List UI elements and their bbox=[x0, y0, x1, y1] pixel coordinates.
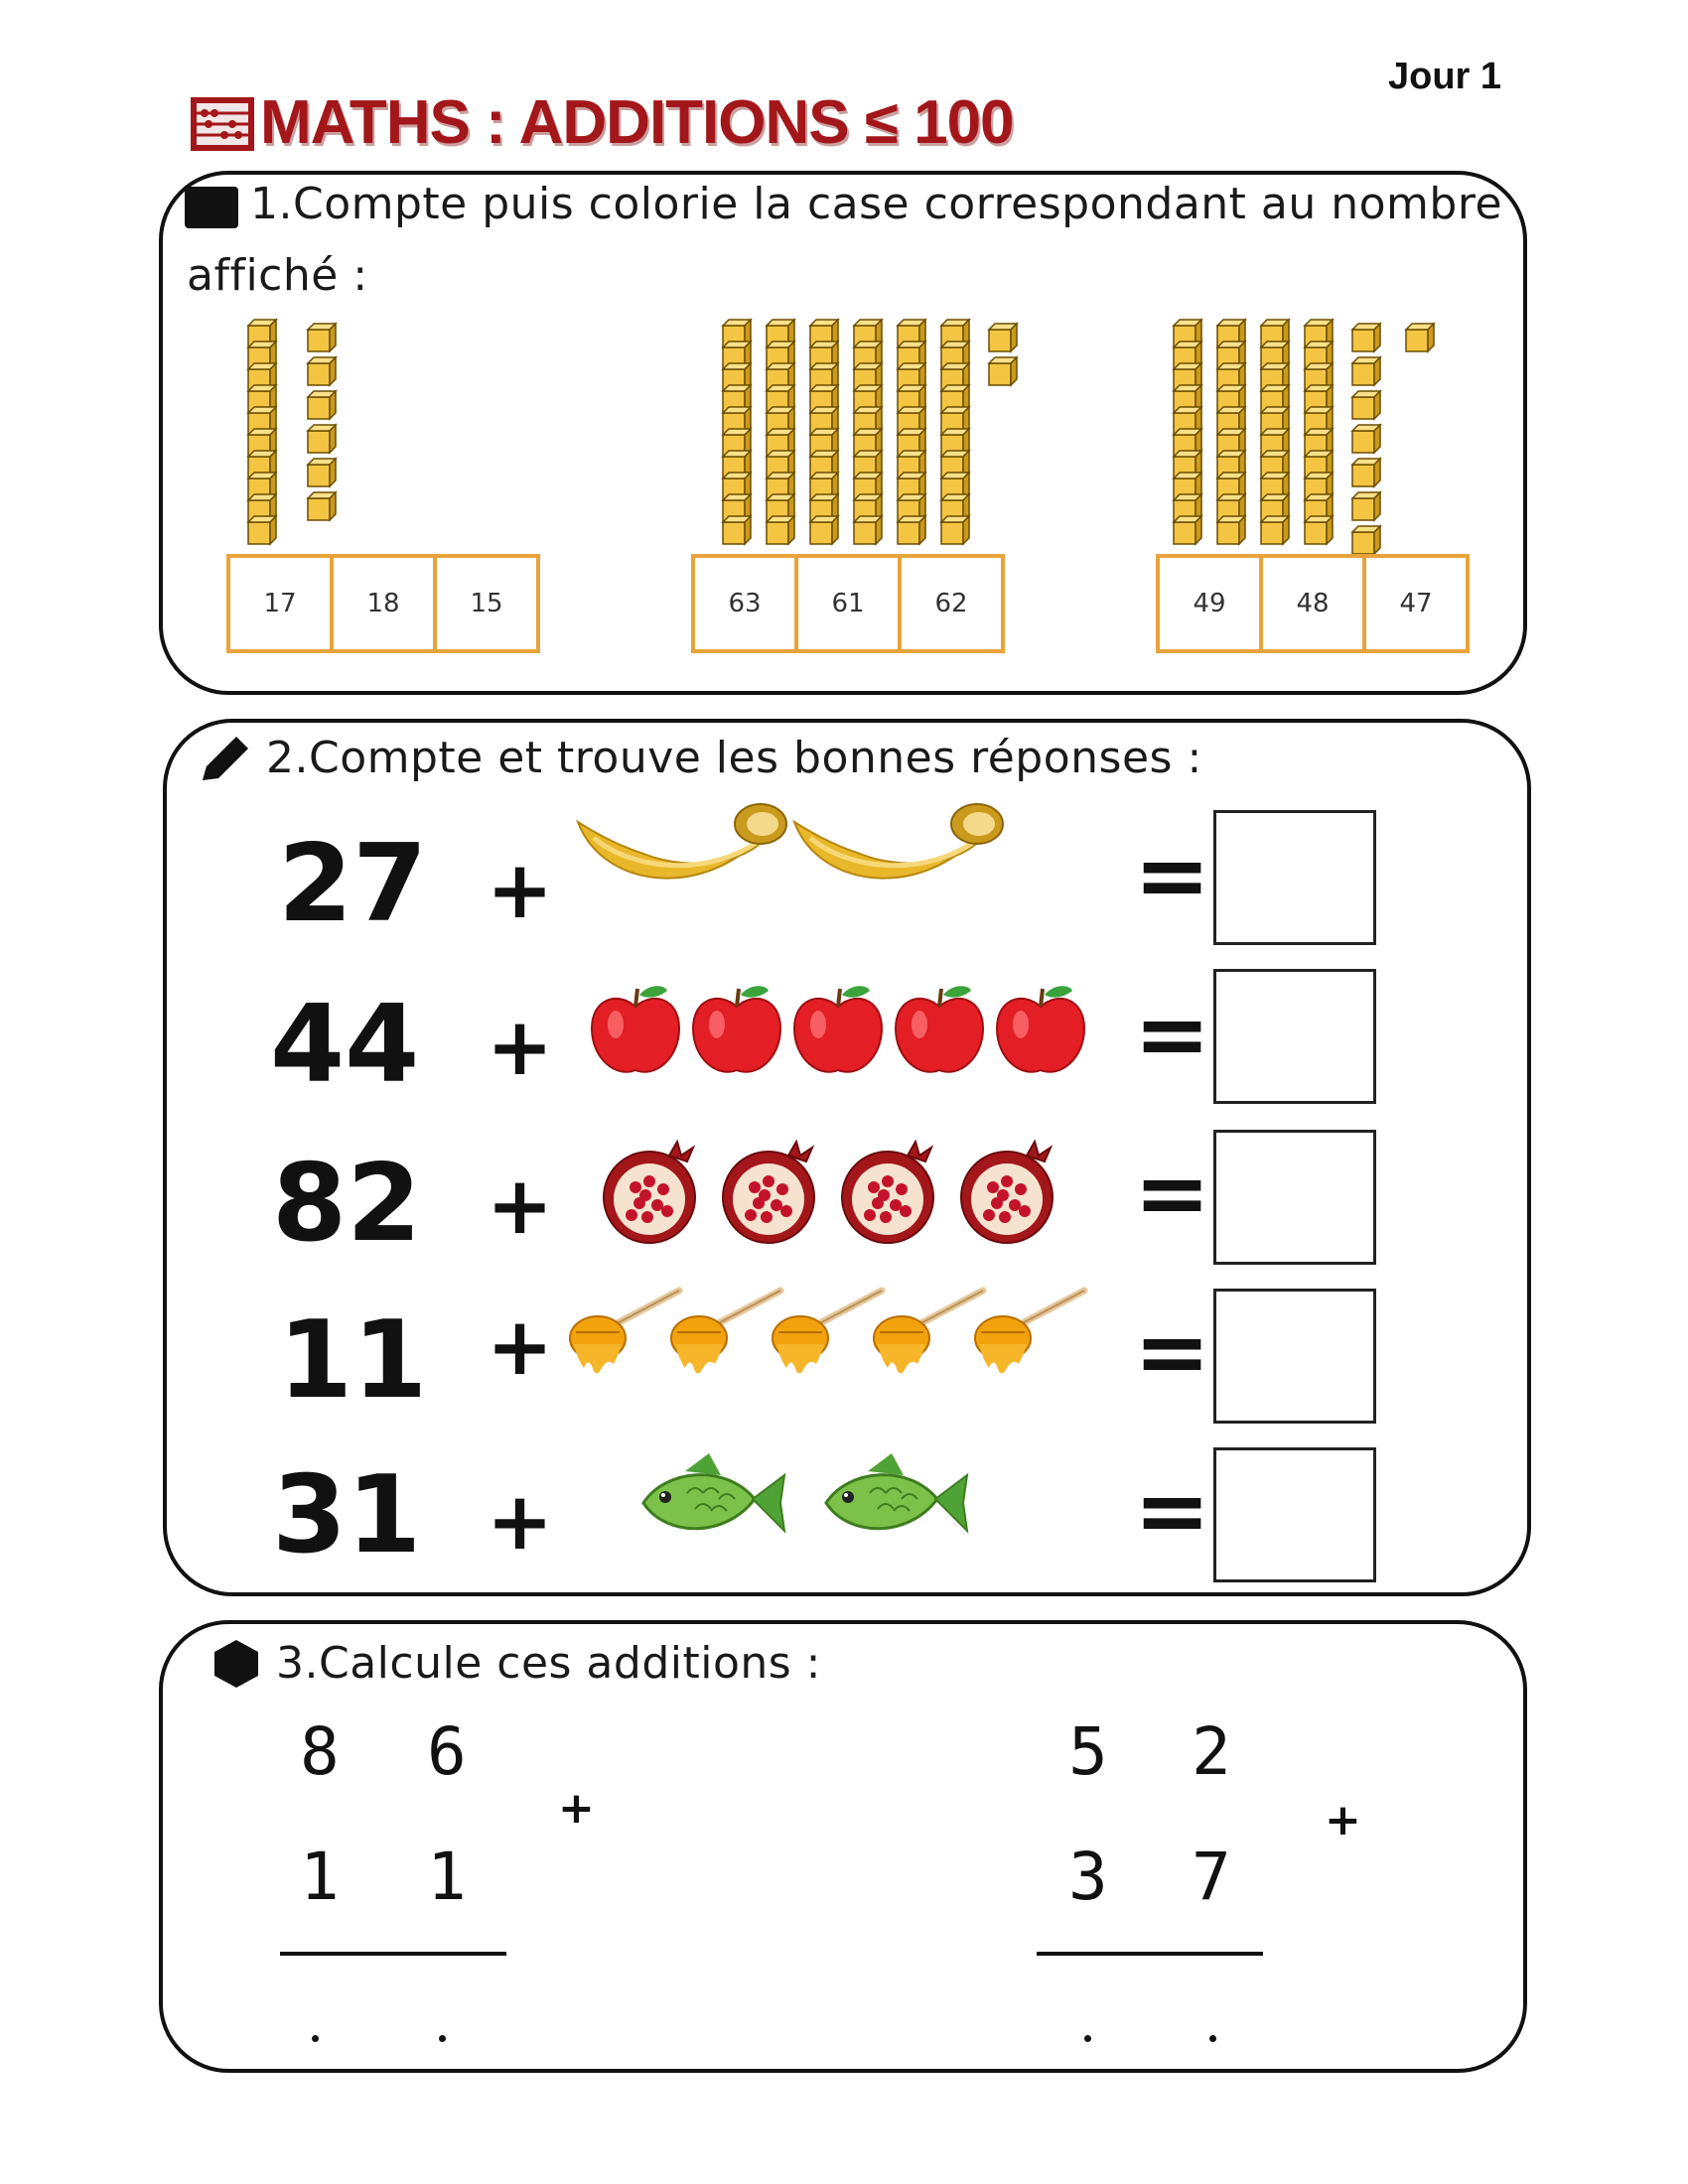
section-3-instruction: 3.Calcule ces additions : bbox=[276, 1638, 821, 1689]
plus-sign: + bbox=[487, 844, 554, 936]
operand-digit: 3 bbox=[1068, 1839, 1108, 1915]
hexagon-icon bbox=[212, 1638, 260, 1690]
honey-dipper-icon bbox=[975, 1291, 1084, 1374]
section-2-instruction: 2.Compte et trouve les bonnes réponses : bbox=[266, 733, 1202, 783]
apple-icon bbox=[794, 986, 882, 1072]
operation-plus: + bbox=[558, 1783, 595, 1834]
operand-digit: 2 bbox=[1192, 1713, 1231, 1790]
choice-cell[interactable]: 15 bbox=[437, 558, 536, 649]
result-line bbox=[1037, 1952, 1263, 1956]
operand-digit: 6 bbox=[427, 1713, 467, 1790]
choice-cell[interactable]: 48 bbox=[1263, 558, 1366, 649]
apple-icon bbox=[592, 986, 679, 1072]
choice-cell[interactable]: 63 bbox=[695, 558, 798, 649]
shofar-icon bbox=[794, 804, 1003, 879]
pomegranate-icon bbox=[604, 1142, 695, 1243]
choice-cell[interactable]: 17 bbox=[230, 558, 334, 649]
operand-digit: 7 bbox=[1192, 1839, 1231, 1915]
honey-dipper-icon bbox=[671, 1291, 780, 1374]
plus-sign: + bbox=[487, 1475, 554, 1568]
result-line bbox=[280, 1952, 506, 1956]
plus-sign: + bbox=[487, 1300, 554, 1393]
equals-sign: = bbox=[1134, 822, 1211, 928]
fish-icon bbox=[643, 1453, 784, 1531]
row-number: 11 bbox=[278, 1298, 428, 1423]
pomegranate-icon bbox=[961, 1142, 1053, 1243]
apple-icon bbox=[693, 986, 780, 1072]
operation-plus: + bbox=[1325, 1795, 1361, 1845]
answer-dot[interactable] bbox=[1084, 2035, 1091, 2042]
apple-icon bbox=[997, 986, 1084, 1072]
fish-icon bbox=[826, 1453, 967, 1531]
operand-digit: 1 bbox=[300, 1839, 340, 1915]
honey-dipper-icon bbox=[773, 1291, 882, 1374]
choice-cell[interactable]: 18 bbox=[334, 558, 437, 649]
row-number: 31 bbox=[272, 1453, 422, 1577]
answer-dot[interactable] bbox=[312, 2035, 319, 2042]
shofar-icon bbox=[578, 804, 786, 879]
section-1-instruction-line1: 1.Compte puis colorie la case correspondant au nombre bbox=[250, 179, 1503, 229]
plus-sign: + bbox=[487, 1160, 554, 1252]
operand-digit: 8 bbox=[300, 1713, 340, 1790]
equals-sign: = bbox=[1134, 1298, 1211, 1405]
equals-sign: = bbox=[1134, 981, 1211, 1087]
choice-cell[interactable]: 49 bbox=[1160, 558, 1263, 649]
page-title: MATHS : ADDITIONS ≤ 100 bbox=[260, 88, 1014, 157]
equals-sign: = bbox=[1134, 1457, 1211, 1564]
row-number: 27 bbox=[278, 822, 428, 946]
section-1-instruction-line2: affiché : bbox=[187, 250, 368, 301]
answer-dot[interactable] bbox=[439, 2035, 446, 2042]
choice-cell[interactable]: 62 bbox=[902, 558, 1001, 649]
operand-digit: 1 bbox=[427, 1839, 467, 1915]
row-number: 82 bbox=[272, 1142, 422, 1266]
pomegranate-icon bbox=[723, 1142, 814, 1243]
operand-digit: 5 bbox=[1068, 1713, 1108, 1790]
apple-icon bbox=[896, 986, 983, 1072]
answer-dot[interactable] bbox=[1209, 2035, 1216, 2042]
pomegranate-icon bbox=[842, 1142, 933, 1243]
equals-sign: = bbox=[1134, 1140, 1211, 1246]
honey-dipper-icon bbox=[570, 1291, 679, 1374]
row-number: 44 bbox=[270, 983, 420, 1107]
honey-dipper-icon bbox=[874, 1291, 983, 1374]
day-label: Jour 1 bbox=[1388, 56, 1502, 97]
plus-sign: + bbox=[487, 1001, 554, 1093]
choice-cell[interactable]: 61 bbox=[798, 558, 902, 649]
choice-cell[interactable]: 47 bbox=[1366, 558, 1466, 649]
